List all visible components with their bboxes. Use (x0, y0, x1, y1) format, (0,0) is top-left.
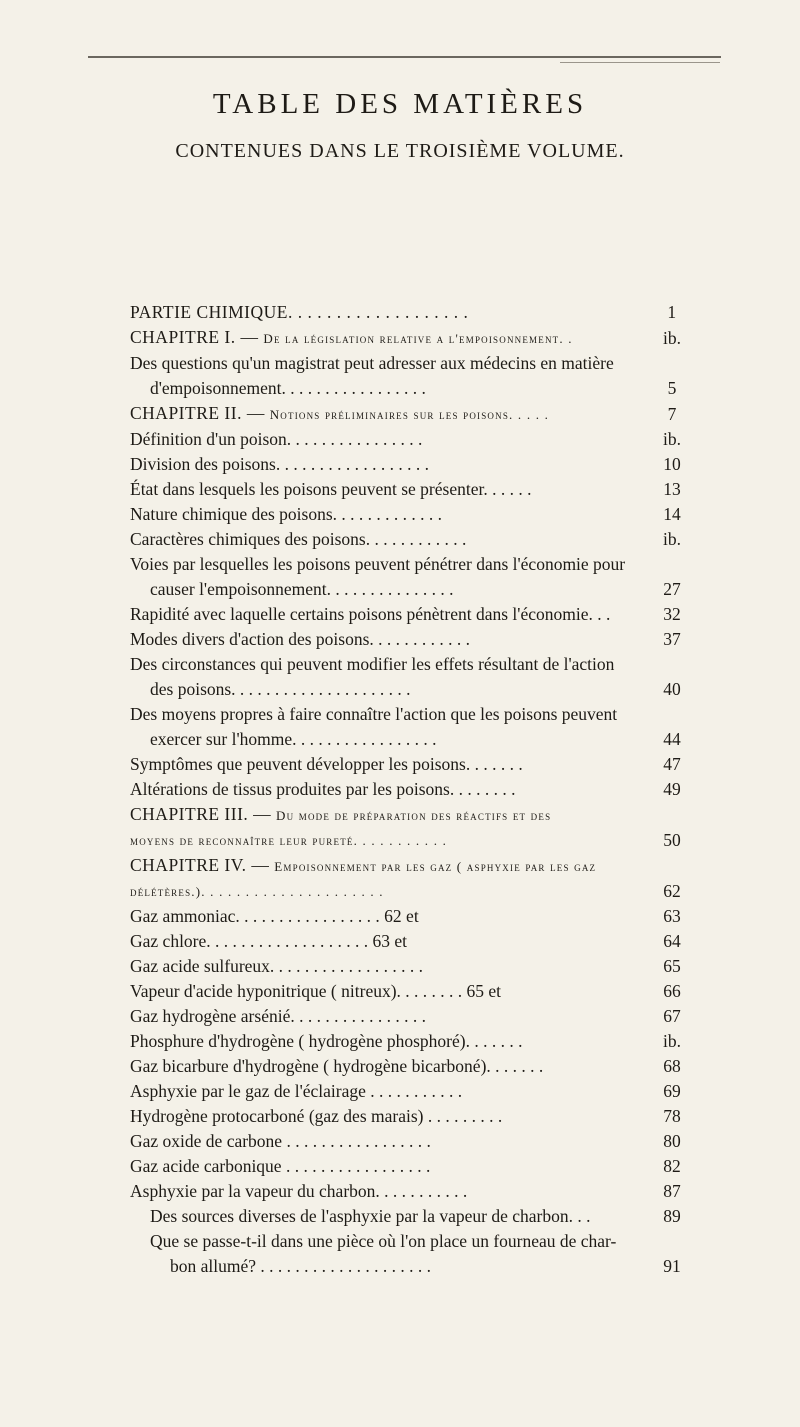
toc-page-number: ib. (663, 328, 681, 348)
toc-entry-line: Des questions qu'un magistrat peut adresser aux médecins en matière (130, 353, 614, 373)
toc-page-number: ib. (663, 429, 681, 449)
toc-entry (130, 351, 690, 401)
toc-entry (130, 1229, 690, 1279)
toc-page-number: 62 (663, 881, 681, 901)
toc-page-number: 1 (667, 302, 677, 322)
chapter-title: Notions préliminaires sur les poisons. . . . . (269, 407, 550, 422)
toc-entry-text: Symptômes que peuvent développer les poisons. . . . . . . (130, 754, 523, 774)
toc-page-number: ib. (663, 1031, 681, 1051)
toc-entry-text: Asphyxie par le gaz de l'éclairage . . . . . . . . . . . (130, 1081, 463, 1101)
toc-entry-line-continued: causer l'empoisonnement. . . . . . . . . . . . . . . (150, 579, 454, 599)
toc-entry (130, 1004, 690, 1029)
toc-chapter (130, 401, 690, 427)
page-title: TABLE DES MATIÈRES (212, 88, 588, 120)
toc-entry-text: Modes divers d'action des poisons. . . . . . . . . . . . (130, 629, 471, 649)
toc-entry (130, 954, 690, 979)
toc-entry-text (130, 1229, 690, 1279)
toc-entry-text (130, 702, 690, 752)
toc-entry-line: Voies par lesquelles les poisons peuvent pénétrer dans l'économie pour (130, 554, 626, 574)
toc-entry (130, 452, 690, 477)
toc-page-number: 10 (663, 454, 681, 474)
toc-chapter (130, 802, 690, 853)
toc-entry-text: Vapeur d'acide hyponitrique ( nitreux). . . . . . . . 65 et (130, 981, 502, 1001)
toc-page-number: 47 (663, 754, 681, 774)
toc-entry-text: Asphyxie par la vapeur du charbon. . . . . . . . . . . (130, 1181, 468, 1201)
toc-entry (130, 652, 690, 702)
toc-page-number: 7 (667, 404, 677, 424)
toc-entry-line: Que se passe-t-il dans une pièce où l'on place un fourneau de char- (150, 1231, 617, 1251)
toc-entry (130, 979, 690, 1004)
toc-entry-text: Caractères chimiques des poisons. . . . . . . . . . . . (130, 529, 467, 549)
toc-entry (130, 904, 690, 929)
toc-entry-text: Gaz bicarbure d'hydrogène ( hydrogène bicarboné). . . . . . . (130, 1056, 544, 1076)
toc-entry-line-continued: des poisons. . . . . . . . . . . . . . . . . . . . . (150, 679, 411, 699)
toc-page-number: 32 (663, 604, 681, 624)
table-of-contents (130, 300, 690, 1279)
toc-entry (130, 527, 690, 552)
toc-page-number: 82 (663, 1156, 681, 1176)
toc-entry (130, 1129, 690, 1154)
toc-entry-text: Division des poisons. . . . . . . . . . . . . . . . . . (130, 454, 429, 474)
toc-entry-text: Gaz acide sulfureux. . . . . . . . . . . . . . . . . . (130, 956, 424, 976)
toc-entry (130, 1029, 690, 1054)
toc-entry-line-continued: bon allumé? . . . . . . . . . . . . . . . . . . . . (170, 1256, 432, 1276)
toc-entry-text: Rapidité avec laquelle certains poisons pénètrent dans l'économie. . . (130, 604, 611, 624)
toc-entry-text (130, 853, 690, 904)
toc-chapter (130, 853, 690, 904)
toc-entry-text: Nature chimique des poisons. . . . . . . . . . . . . (130, 504, 443, 524)
toc-entry-text (130, 802, 690, 853)
toc-page-number: 37 (663, 629, 681, 649)
toc-page-number: 69 (663, 1081, 681, 1101)
toc-page-number: 68 (663, 1056, 681, 1076)
toc-page-number: 49 (663, 779, 681, 799)
toc-entry-line: Des circonstances qui peuvent modifier les effets résultant de l'action (130, 654, 615, 674)
top-rule-secondary (560, 62, 720, 63)
toc-entry (130, 1054, 690, 1079)
toc-entry-text: Altérations de tissus produites par les poisons. . . . . . . . (130, 779, 516, 799)
toc-entry-text: Des sources diverses de l'asphyxie par la vapeur de charbon. . . (150, 1206, 591, 1226)
toc-page-number: 67 (663, 1006, 681, 1026)
toc-entry-line-continued: exercer sur l'homme. . . . . . . . . . . . . . . . . (150, 729, 437, 749)
toc-entry (130, 627, 690, 652)
toc-entry (130, 477, 690, 502)
toc-entry-text (130, 401, 690, 427)
toc-entry (130, 752, 690, 777)
page-subtitle: CONTENUES DANS LE TROISIÈME VOLUME. (175, 140, 625, 162)
chapter-title-continued: délétères.). . . . . . . . . . . . . . . . . . . . . (130, 884, 384, 899)
chapter-label: CHAPITRE II. — (130, 403, 270, 423)
toc-page-number: 14 (663, 504, 681, 524)
toc-page-number: 89 (663, 1206, 681, 1226)
toc-entry (130, 502, 690, 527)
toc-part-heading (130, 300, 690, 325)
toc-page-number: 80 (663, 1131, 681, 1151)
toc-entry-text: Gaz oxide de carbone . . . . . . . . . . . . . . . . . (130, 1131, 431, 1151)
toc-entry-text (130, 325, 690, 351)
toc-entry-text (130, 351, 690, 401)
toc-entry (130, 1104, 690, 1129)
toc-entry (130, 929, 690, 954)
toc-entry-text (130, 552, 690, 602)
toc-page-number: 91 (663, 1256, 681, 1276)
toc-page-number: 78 (663, 1106, 681, 1126)
toc-page-number: 13 (663, 479, 681, 499)
toc-page-number: ib. (663, 529, 681, 549)
chapter-title: Empoisonnement par les gaz ( asphyxie par les gaz (274, 859, 597, 874)
toc-entry (130, 1204, 690, 1229)
toc-chapter (130, 325, 690, 351)
toc-page-number: 65 (663, 956, 681, 976)
toc-entry-line: Des moyens propres à faire connaître l'action que les poisons peuvent (130, 704, 618, 724)
chapter-label: CHAPITRE I. — (130, 327, 264, 347)
toc-entry-line-continued: d'empoisonnement. . . . . . . . . . . . . . . . . (150, 378, 426, 398)
toc-entry (130, 1079, 690, 1104)
toc-entry (130, 552, 690, 602)
toc-entry-text: PARTIE CHIMIQUE. . . . . . . . . . . . . . . . . . . (130, 302, 469, 322)
toc-entry-text (130, 652, 690, 702)
toc-page-number: 66 (663, 981, 681, 1001)
toc-page-number: 44 (663, 729, 681, 749)
chapter-title: Du mode de préparation des réactifs et des (276, 808, 552, 823)
toc-entry (130, 1154, 690, 1179)
toc-page-number: 87 (663, 1181, 681, 1201)
toc-entry (130, 777, 690, 802)
chapter-label: CHAPITRE III. — (130, 804, 277, 824)
chapter-title-continued: moyens de reconnaître leur pureté. . . . . . . . . . . (130, 833, 448, 848)
toc-page-number: 64 (663, 931, 681, 951)
toc-entry (130, 602, 690, 627)
toc-page-number: 27 (663, 579, 681, 599)
toc-page-number: 40 (663, 679, 681, 699)
toc-page-number: 5 (667, 378, 677, 398)
toc-entry-text: État dans lesquels les poisons peuvent se présenter. . . . . . (130, 479, 532, 499)
toc-entry-text: Gaz ammoniac. . . . . . . . . . . . . . . . . 62 et (130, 906, 419, 926)
toc-entry (130, 1179, 690, 1204)
toc-entry (130, 427, 690, 452)
toc-entry-text: Gaz acide carbonique . . . . . . . . . . . . . . . . . (130, 1156, 431, 1176)
toc-entry-text: Phosphure d'hydrogène ( hydrogène phosphoré). . . . . . . (130, 1031, 523, 1051)
toc-page-number: 50 (663, 830, 681, 850)
chapter-title: De la législation relative a l'empoisonnement. . (263, 331, 573, 346)
toc-entry (130, 702, 690, 752)
toc-entry-text: Gaz hydrogène arsénié. . . . . . . . . . . . . . . . (130, 1006, 426, 1026)
top-rule (88, 56, 721, 58)
toc-entry-text: Gaz chlore. . . . . . . . . . . . . . . . . . . 63 et (130, 931, 408, 951)
toc-entry-text: Hydrogène protocarboné (gaz des marais) . . . . . . . . . (130, 1106, 503, 1126)
toc-entry-text: Définition d'un poison. . . . . . . . . . . . . . . . (130, 429, 423, 449)
chapter-label: CHAPITRE IV. — (130, 855, 275, 875)
toc-page-number: 63 (663, 906, 681, 926)
